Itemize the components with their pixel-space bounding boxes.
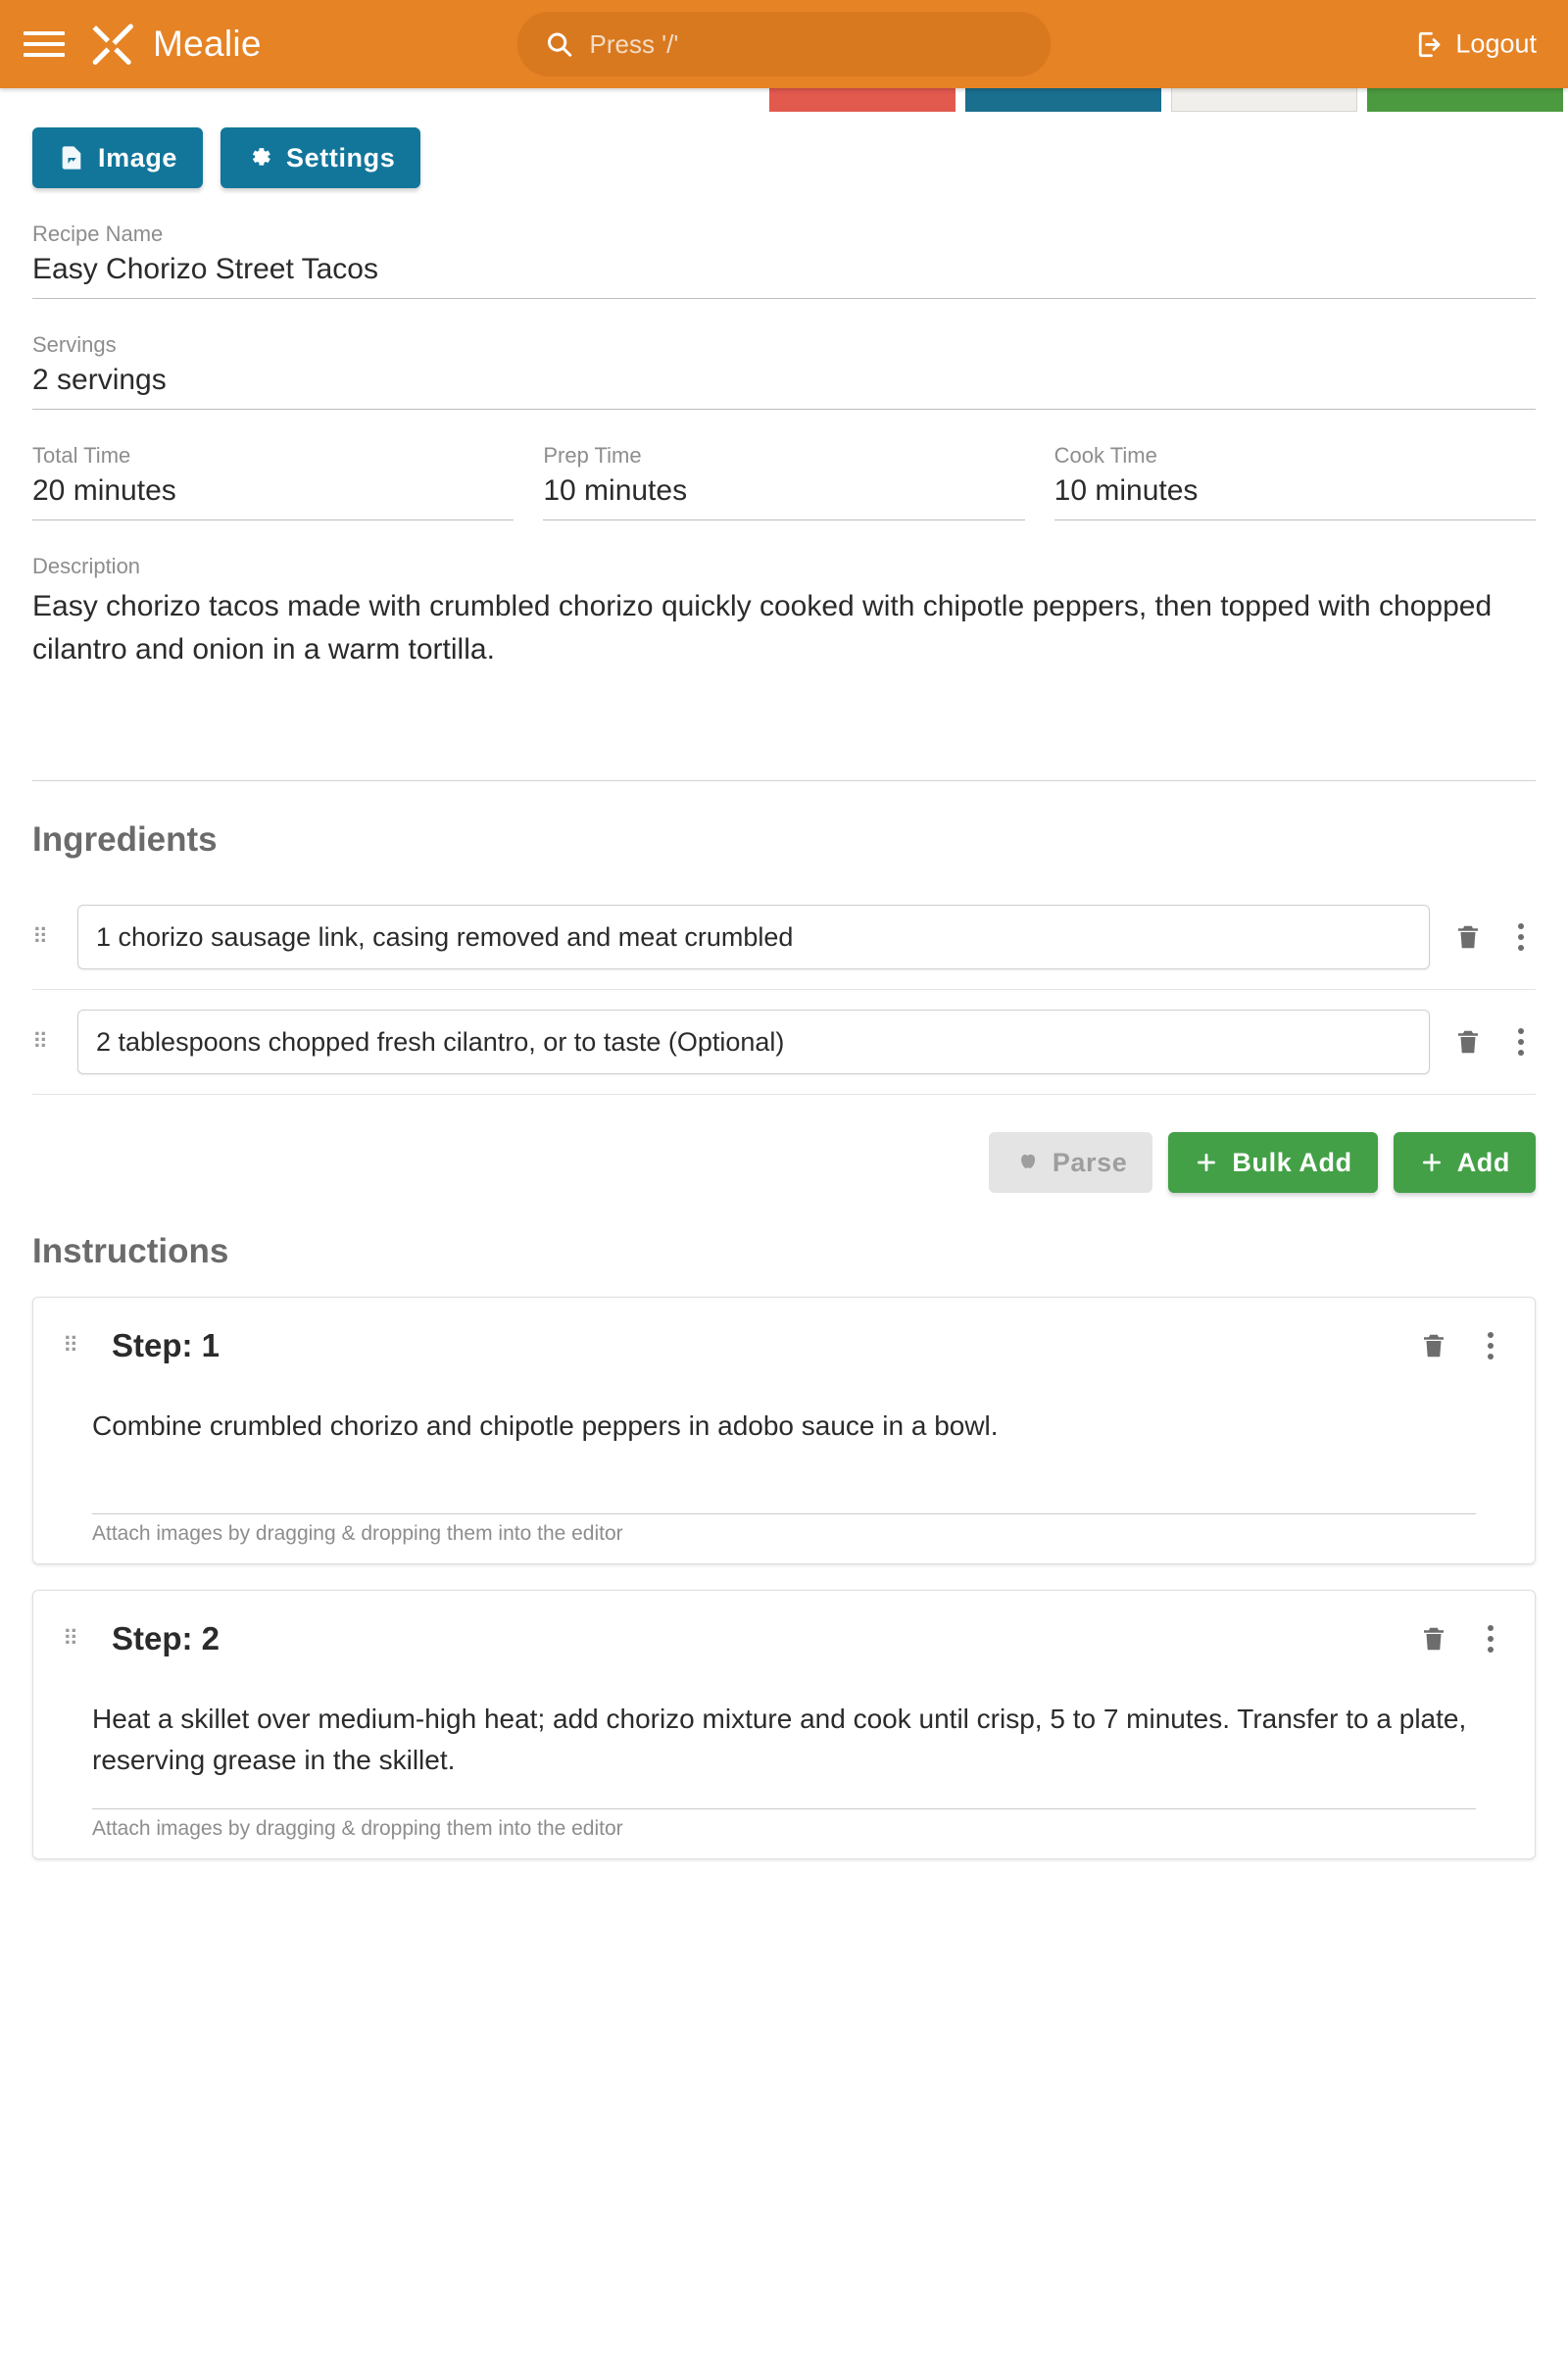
ingredients-heading: Ingredients: [32, 820, 218, 859]
parse-button[interactable]: [989, 1132, 1153, 1193]
instruction-step-card: [32, 1297, 1536, 1564]
recipe-header-image: [0, 88, 1568, 112]
ingredient-input[interactable]: 1 chorizo sausage link, casing removed and meat crumbled: [77, 905, 1430, 969]
prep-time-field[interactable]: [543, 443, 1024, 520]
step-text[interactable]: Heat a skillet over medium-high heat; add chorizo mixture and cook until crisp, 5 to 7 minutes. Transfer to a plate, reserving grease in the skillet.: [92, 1704, 1467, 1775]
servings-label: Servings: [32, 332, 117, 357]
description-field[interactable]: [32, 554, 1536, 781]
fork-knife-logo-icon: [86, 18, 139, 71]
plus-icon: [1194, 1150, 1219, 1175]
drag-handle-icon[interactable]: ⠿: [63, 1333, 81, 1358]
image-file-icon: [58, 144, 85, 172]
trash-icon[interactable]: [1411, 1323, 1456, 1368]
search-placeholder: Press '/': [589, 28, 679, 59]
cook-time-label: Cook Time: [1054, 443, 1157, 468]
logout-label: Logout: [1455, 28, 1537, 59]
app-header: [0, 0, 1568, 88]
recipe-edit-form: [0, 88, 1568, 1924]
ingredient-input[interactable]: 2 tablespoons chopped fresh cilantro, or to taste (Optional): [77, 1010, 1430, 1074]
servings-value[interactable]: 2 servings: [32, 364, 1536, 410]
ingredient-row: [32, 885, 1536, 990]
plus-icon: [1419, 1150, 1445, 1175]
more-vertical-icon[interactable]: [1476, 1625, 1505, 1653]
total-time-value[interactable]: 20 minutes: [32, 474, 514, 520]
settings-button-label: Settings: [286, 142, 396, 173]
more-vertical-icon[interactable]: [1506, 1028, 1536, 1056]
attach-images-hint: Attach images by dragging & dropping them into the editor: [92, 1808, 1476, 1841]
drag-handle-icon[interactable]: ⠿: [32, 924, 51, 949]
step-text[interactable]: Combine crumbled chorizo and chipotle peppers in adobo sauce in a bowl.: [92, 1410, 999, 1441]
more-vertical-icon[interactable]: [1506, 923, 1536, 951]
step-title: Step: 1: [112, 1327, 220, 1363]
drag-handle-icon[interactable]: ⠿: [63, 1626, 81, 1651]
app-title: Mealie: [153, 24, 262, 64]
step-header: [63, 1616, 1505, 1661]
recipe-name-label: Recipe Name: [32, 222, 164, 246]
search-input[interactable]: [517, 12, 1052, 76]
settings-button[interactable]: [220, 127, 420, 188]
bulk-add-button-label: Bulk Add: [1232, 1147, 1352, 1177]
cook-time-field[interactable]: [1054, 443, 1536, 520]
trash-icon[interactable]: [1446, 914, 1491, 960]
gear-icon: [246, 144, 273, 172]
step-header: [63, 1323, 1505, 1368]
trash-icon[interactable]: [1411, 1616, 1456, 1661]
trash-icon[interactable]: [1446, 1019, 1491, 1064]
hamburger-menu-icon[interactable]: [24, 25, 69, 64]
attach-images-hint: Attach images by dragging & dropping them into the editor: [92, 1513, 1476, 1546]
servings-field[interactable]: [32, 332, 1536, 410]
logout-button[interactable]: [1414, 29, 1537, 60]
prep-time-label: Prep Time: [543, 443, 642, 468]
drag-handle-icon[interactable]: ⠿: [32, 1029, 51, 1054]
recipe-name-field[interactable]: [32, 222, 1536, 299]
ingredient-actions: [32, 1132, 1536, 1193]
cook-time-value[interactable]: 10 minutes: [1054, 474, 1536, 520]
add-ingredient-button-label: Add: [1456, 1147, 1510, 1177]
image-button-label: Image: [98, 142, 178, 173]
parse-button-label: Parse: [1052, 1147, 1128, 1177]
instructions-heading: Instructions: [32, 1232, 229, 1270]
image-button[interactable]: [32, 127, 203, 188]
prep-time-value[interactable]: 10 minutes: [543, 474, 1024, 520]
total-time-label: Total Time: [32, 443, 131, 468]
description-label: Description: [32, 554, 141, 578]
recipe-name-value[interactable]: Easy Chorizo Street Tacos: [32, 253, 1536, 299]
total-time-field[interactable]: [32, 443, 514, 520]
step-title: Step: 2: [112, 1620, 220, 1656]
ingredient-row: [32, 990, 1536, 1095]
more-vertical-icon[interactable]: [1476, 1332, 1505, 1359]
food-apple-icon: [1014, 1150, 1040, 1175]
instruction-step-card: [32, 1590, 1536, 1859]
search-icon: [545, 29, 574, 59]
add-ingredient-button[interactable]: [1394, 1132, 1536, 1193]
bulk-add-button[interactable]: [1168, 1132, 1377, 1193]
description-value[interactable]: Easy chorizo tacos made with crumbled chorizo quickly cooked with chipotle peppers, then topped with chopped cilantro and onion in a warm tortilla.: [32, 585, 1536, 781]
logout-icon: [1414, 29, 1444, 59]
time-fields-row: [32, 443, 1536, 520]
